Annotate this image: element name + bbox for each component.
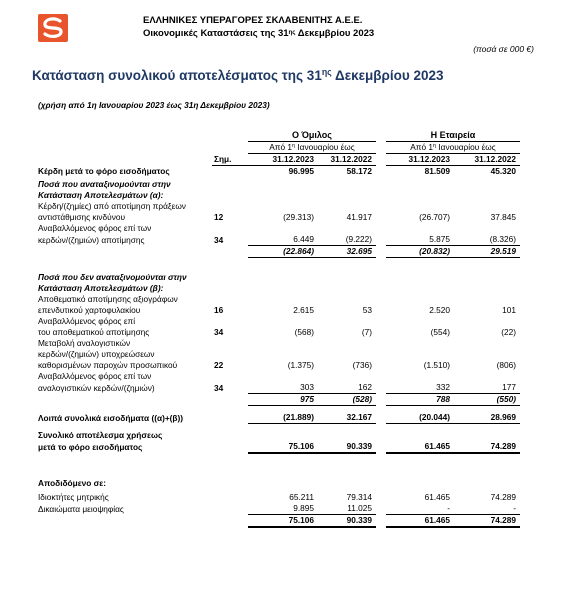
date-2022-group: 31.12.2022 — [318, 154, 376, 166]
row-total-comprehensive: μετά το φόρο εισοδήματος 75.106 90.339 61.465 74.289 — [38, 441, 520, 453]
header-row-entities — [38, 130, 520, 142]
company-name: ΕΛΛΗΝΙΚΕΣ ΥΠΕΡΑΓΟΡΕΣ ΣΚΛΑΒΕΝΙΤΗΣ Α.Ε.Ε. — [143, 15, 363, 26]
section-a-heading: Ποσά που αναταξινομούνται στην — [38, 179, 171, 189]
page-title: Κατάσταση συνολικού αποτελέσματος της $31^{\eta\varsigma}$ Δεκεμβρίου 2023 — [32, 67, 444, 83]
comprehensive-income-table: Ο Όμιλος Η Εταιρεία Από $1^\eta$ Ιανουαρίου έως Από $1^\eta$ Ιανουαρίου έως Σημ. 31.12.2023 31.12.2022 31.12.2023 31.12.2022 Κέρδη μετά το φόρο εισοδήματος 96.995 58.172 81.509 45.320 Ποσά που αναταξινομούνται στην Κατάσταση Αποτελεσμάτων (α): Κέρδη/(ζημίες) από αποτίμηση πράξεων αντιστάθμισης κινδύνου 12 (29.313) 41.917 (26.707) 37.845 Αναβαλλόμενος φόρος επί των κερδών/(ζημιών) αποτίμησης 34 6.449 (9.222) 5.875 (8.326) (22.864) 32.695 (20.832) 29.519 Ποσά που δεν αναταξινομούνται στην Κατάσταση Αποτελεσμάτων (β): Αποθεματικό αποτίμησης αξιογράφων επενδυτικού χαρτοφυλακίου 16 2.615 53 2.520 101 Αναβαλλόμενος φόρος επί του αποθεματικού αποτίμησης 34 (568) (7) (554) (22) Μεταβολή αναλογιστικών κερδών/(ζημιών) υποχρεώσεων καθορισμένων παροχών προσωπικού 22 (1.375) (736) (1.510) (806) Αναβαλλόμενος φόρος επί των αναλογιστικών κερδών/(ζημιών) 34 303 162 332 177 975 (528) 788 (550) Λοιπά συνολικά εισοδήματα ((α)+(β)) (21.889) 32.167 (20.044) 28.969 Συνολικό αποτέλεσμα χρήσεως μετά το φόρο εισοδήματος 75.106 90.339 61.465 74.289 Αποδιδόμενο σε: Ιδιοκτήτες μητρικής 65.211 79.314 61.465 74.289 Δικαιώματα μειοψηφίας 9.895 11.025 - - 75.106 90.339 61.465 74.289 — [38, 130, 520, 528]
group-header: Ο Όμιλος — [248, 130, 376, 142]
row-nci: Δικαιώματα μειοψηφίας 9.895 11.025 - - — [38, 503, 520, 515]
section-b-heading: Ποσά που δεν αναταξινομούνται στην — [38, 272, 187, 282]
row-subtotal-b: 975 (528) 788 (550) — [38, 394, 520, 406]
date-2023-group: 31.12.2023 — [248, 154, 318, 166]
company-header — [143, 14, 374, 40]
amounts-note: (ποσά σε 000 €) — [473, 44, 534, 54]
row-deferred-a: κερδών/(ζημιών) αποτίμησης 34 6.449 (9.222) 5.875 (8.326) — [38, 234, 520, 246]
row-hedge: αντιστάθμισης κινδύνου 12 (29.313) 41.917 (26.707) 37.845 — [38, 212, 516, 222]
date-2022-company: 31.12.2022 — [454, 154, 520, 166]
note-column-header: Σημ. — [212, 154, 248, 166]
row-attributable-heading: Αποδιδόμενο σε: — [38, 478, 106, 488]
row-owners: Ιδιοκτήτες μητρικής 65.211 79.314 61.465 74.289 — [38, 492, 516, 502]
company-header-col: Η Εταιρεία — [386, 130, 520, 142]
row-total-attributable: 75.106 90.339 61.465 74.289 — [38, 515, 520, 528]
row-oci-net: Λοιπά συνολικά εισοδήματα ((α)+(β)) (21.889) 32.167 (20.044) 28.969 — [38, 412, 520, 424]
period-note: (χρήση από 1η Ιανουαρίου 2023 έως 31η Δεκεμβρίου 2023) — [38, 100, 270, 110]
row-actuarial: καθορισμένων παροχών προσωπικού 22 (1.375) (736) (1.510) (806) — [38, 360, 516, 370]
date-2023-company: 31.12.2023 — [386, 154, 454, 166]
row-securities: επενδυτικού χαρτοφυλακίου 16 2.615 53 2.520 101 — [38, 305, 516, 315]
row-subtotal-a: (22.864) 32.695 (20.832) 29.519 — [38, 246, 520, 258]
header-row-dates — [38, 154, 520, 166]
company-logo — [38, 14, 68, 42]
header-row-period — [38, 142, 520, 154]
row-deferred-b2: αναλογιστικών κερδών/(ζημιών) 34 303 162 332 177 — [38, 382, 520, 394]
statements-subtitle: Οικονομικές Καταστάσεις της $31^{\eta\varsigma}$ Δεκεμβρίου 2023 — [143, 28, 375, 39]
group-period: Από $1^\eta$ Ιανουαρίου έως — [248, 142, 376, 154]
row-profit-after-tax: Κέρδη μετά το φόρο εισοδήματος 96.995 58.172 81.509 45.320 — [38, 166, 516, 176]
company-period: Από $1^\eta$ Ιανουαρίου έως — [386, 142, 520, 154]
row-deferred-b1: του αποθεματικού αποτίμησης 34 (568) (7) (554) (22) — [38, 327, 516, 337]
